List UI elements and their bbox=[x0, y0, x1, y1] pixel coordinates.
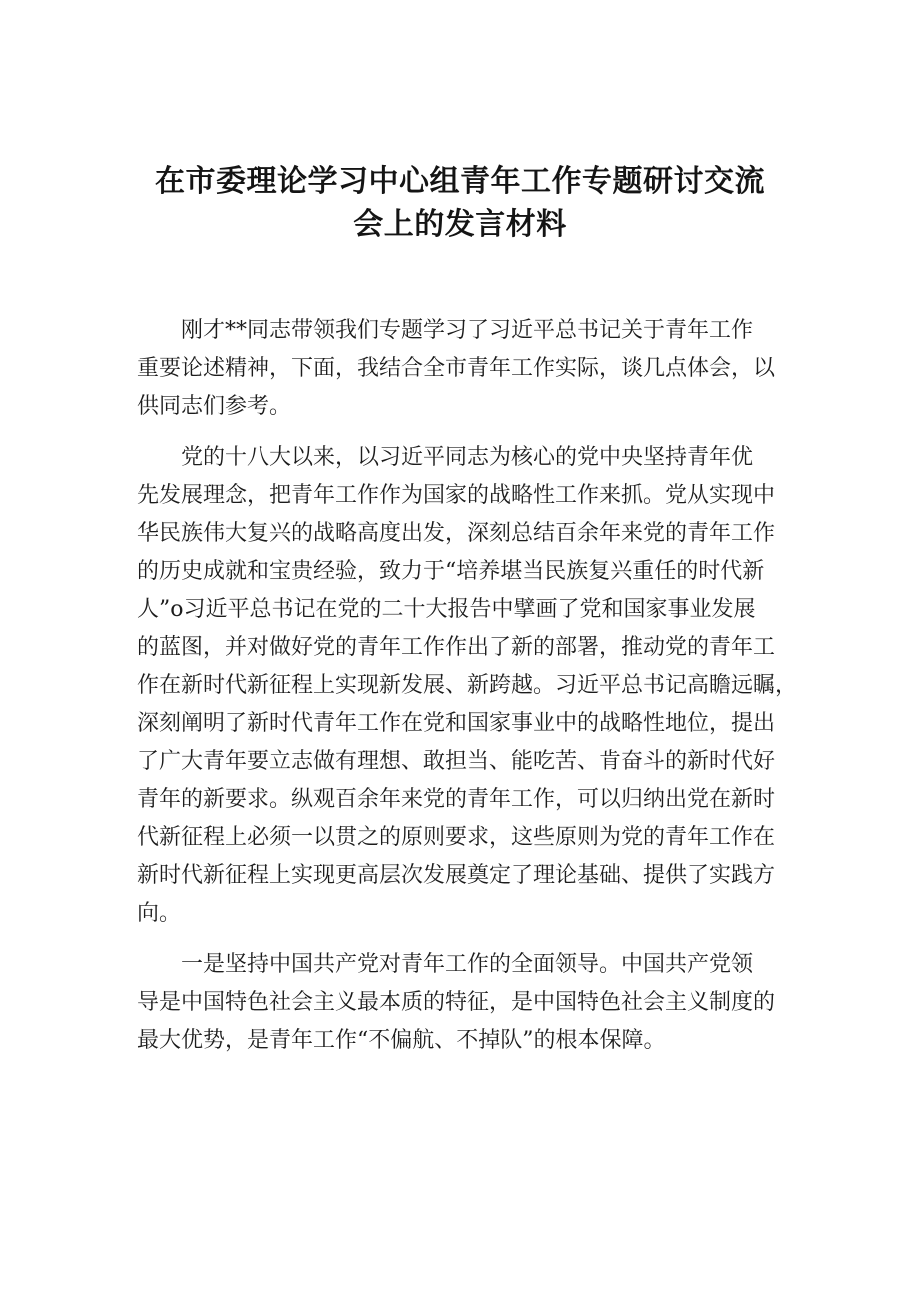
paragraph-line: 青年的新要求。纵观百余年来党的青年工作，可以归纳出党在新时 bbox=[137, 787, 776, 812]
paragraph-line: 导是中国特色社会主义最本质的特征，是中国特色社会主义制度的 bbox=[137, 990, 776, 1015]
paragraph-line: 供同志们参考。 bbox=[137, 394, 292, 419]
paragraph-line: 华民族伟大复兴的战略高度出发，深刻总结百余年来党的青年工作 bbox=[137, 521, 776, 546]
paragraph-spacer bbox=[137, 933, 797, 946]
paragraph-line: 刚才**同志带领我们专题学习了习近平总书记关于青年工作 bbox=[181, 318, 754, 343]
paragraph-line: 深刻阐明了新时代青年工作在党和国家事业中的战略性地位，提出 bbox=[137, 711, 776, 736]
title-line-1: 在市委理论学习中心组青年工作专题研讨交流 bbox=[155, 164, 765, 199]
paragraph-spacer bbox=[137, 426, 797, 439]
paragraph-line: 重要论述精神，下面，我结合全市青年工作实际，谈几点体会，以 bbox=[137, 356, 776, 381]
paragraph-background bbox=[137, 439, 797, 933]
document-body bbox=[137, 312, 797, 1060]
title-line-2: 会上的发言材料 bbox=[353, 207, 567, 242]
paragraph-line: 的历史成就和宝贵经验，致力于“培养堪当民族复兴重任的时代新 bbox=[137, 559, 765, 584]
paragraph-point-one bbox=[137, 946, 797, 1060]
paragraph-line: 人”o习近平总书记在党的二十大报告中擘画了党和国家事业发展 bbox=[137, 597, 756, 622]
paragraph-line: 向。 bbox=[137, 901, 182, 926]
paragraph-line: 新时代新征程上实现更高层次发展奠定了理论基础、提供了实践方 bbox=[137, 863, 776, 888]
paragraph-line: 作在新时代新征程上实现新发展、新跨越。习近平总书记高瞻远瞩， bbox=[137, 673, 797, 698]
document-title bbox=[120, 160, 800, 246]
paragraph-line: 最大优势，是青年工作“不偏航、不掉队”的根本保障。 bbox=[137, 1028, 666, 1053]
paragraph-line: 的蓝图，并对做好党的青年工作作出了新的部署，推动党的青年工 bbox=[137, 635, 776, 660]
paragraph-line: 了广大青年要立志做有理想、敢担当、能吃苦、肯奋斗的新时代好 bbox=[137, 749, 776, 774]
paragraph-intro bbox=[137, 312, 797, 426]
paragraph-line: 党的十八大以来，以习近平同志为核心的党中央坚持青年优 bbox=[181, 445, 754, 470]
paragraph-line: 代新征程上必须一以贯之的原则要求，这些原则为党的青年工作在 bbox=[137, 825, 776, 850]
paragraph-line: 一是坚持中国共产党对青年工作的全面领导。中国共产党领 bbox=[181, 952, 754, 977]
paragraph-line: 先发展理念，把青年工作作为国家的战略性工作来抓。党从实现中 bbox=[137, 483, 776, 508]
